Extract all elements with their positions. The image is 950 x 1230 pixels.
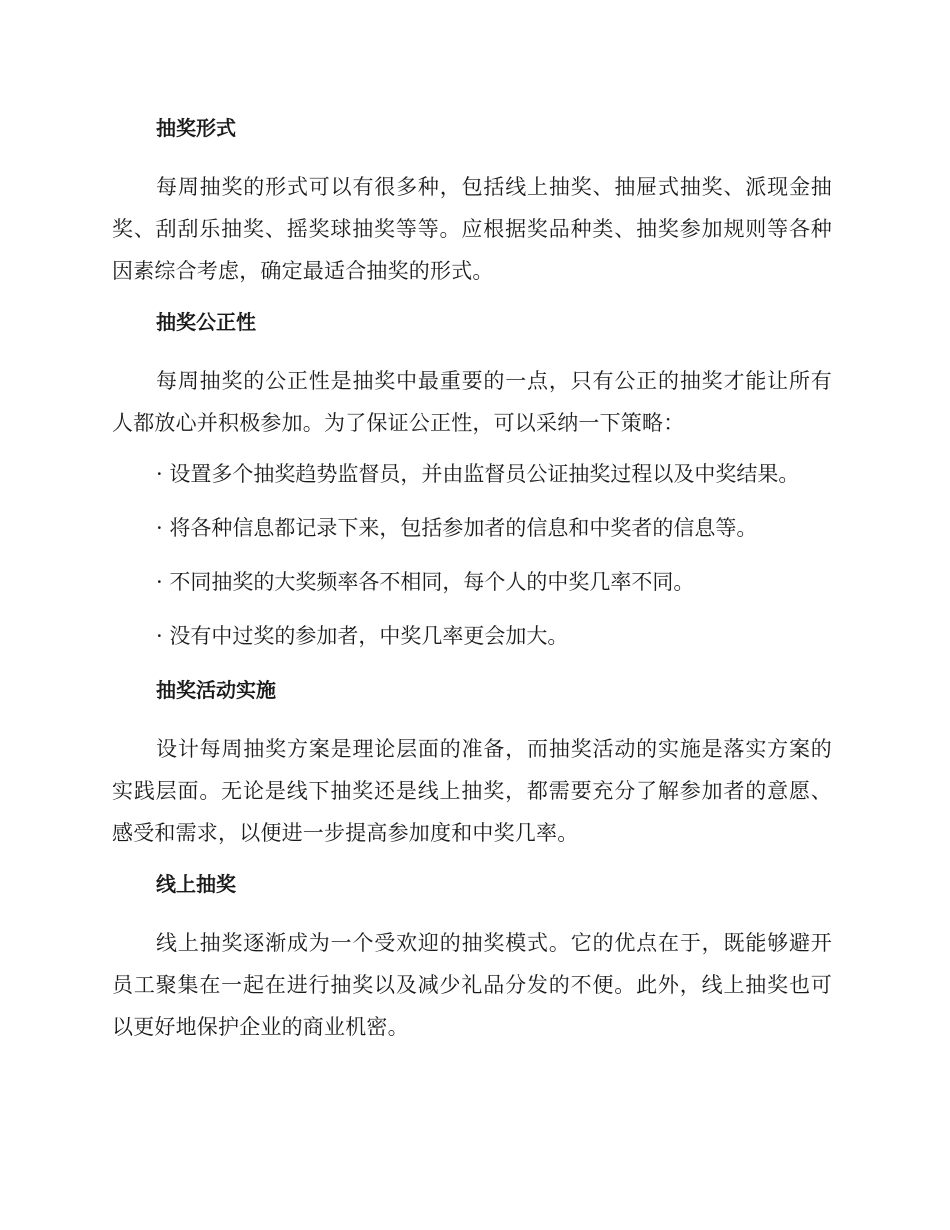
list-item: · 不同抽奖的大奖频率各不相同，每个人的中奖几率不同。 [156,570,695,594]
list-item: · 设置多个抽奖趋势监督员，并由监督员公证抽奖过程以及中奖结果。 [156,462,800,486]
section-paragraph-lottery-format: 每周抽奖的形式可以有很多种，包括线上抽奖、抽屉式抽奖、派现金抽奖、刮刮乐抽奖、摇奖球抽奖等等。应根据奖品种类、抽奖参加规则等各种因素综合考虑，确定最适合抽奖的形式。 [112,175,832,283]
section-heading-lottery-fairness: 抽奖公正性 [156,310,256,334]
section-heading-lottery-format: 抽奖形式 [156,116,236,140]
section-heading-online-lottery: 线上抽奖 [156,872,236,896]
section-paragraph-online-lottery: 线上抽奖逐渐成为一个受欢迎的抽奖模式。它的优点在于，既能够避开员工聚集在一起在进行抽奖以及减少礼品分发的不便。此外，线上抽奖也可以更好地保护企业的商业机密。 [112,931,832,1039]
section-paragraph-lottery-implementation: 设计每周抽奖方案是理论层面的准备，而抽奖活动的实施是落实方案的实践层面。无论是线下抽奖还是线上抽奖，都需要充分了解参加者的意愿、感受和需求，以便进一步提高参加度和中奖几率。 [112,737,832,845]
section-paragraph-lottery-fairness: 每周抽奖的公正性是抽奖中最重要的一点，只有公正的抽奖才能让所有人都放心并积极参加。为了保证公正性，可以采纳一下策略： [112,369,832,435]
list-item: · 没有中过奖的参加者，中奖几率更会加大。 [156,624,569,648]
list-item: · 将各种信息都记录下来，包括参加者的信息和中奖者的信息等。 [156,516,758,540]
section-heading-lottery-implementation: 抽奖活动实施 [156,678,276,702]
